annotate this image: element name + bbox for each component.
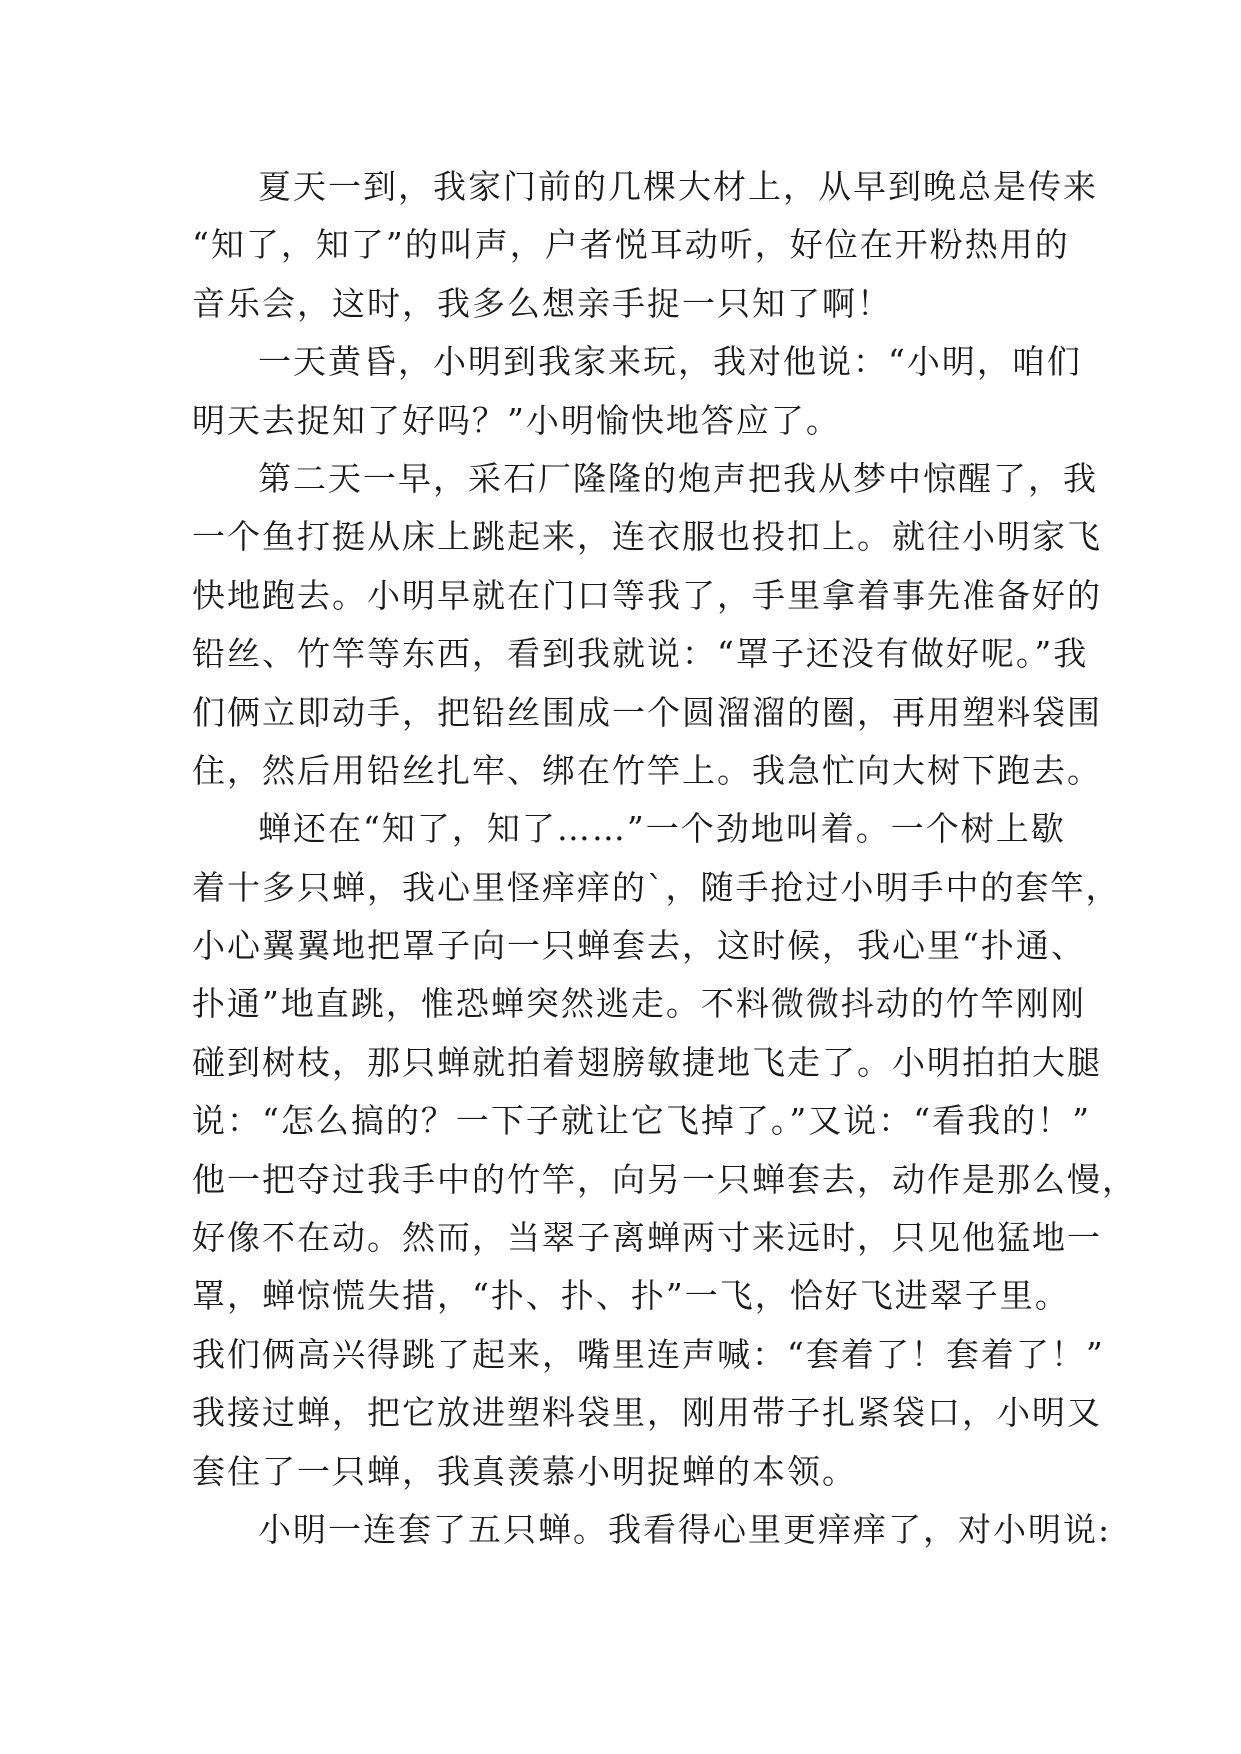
text-line: 套住了一只蝉，我真羡慕小明捉蝉的本领。 — [192, 1451, 857, 1491]
text-line: 住，然后用铅丝扎牢、绑在竹竿上。我急忙向大树下跑去。 — [192, 750, 1102, 790]
text-line: 快地跑去。小明早就在门口等我了，手里拿着事先准备好的 — [192, 575, 1102, 615]
text-line: 小心翼翼地把罩子向一只蝉套去，这时候，我心里“扑通、 — [192, 926, 1086, 966]
paragraph-first-line: 一天黄昏，小明到我家来玩，我对他说：“小明，咱们 — [258, 342, 1082, 382]
text-line: 他一把夺过我手中的竹竿，向另一只蝉套去，动作是那么慢， — [192, 1159, 1137, 1199]
text-line: 铅丝、竹竿等东西，看到我就说：“罩子还没有做好呢。”我 — [192, 634, 1089, 674]
paragraph-first-line: 第二天一早，采石厂隆隆的炮声把我从梦中惊醒了，我 — [258, 458, 1098, 498]
paragraph-first-line: 夏天一到，我家门前的几棵大材上，从早到晚总是传来 — [258, 167, 1098, 206]
text-line: 们俩立即动手，把铅丝围成一个圆溜溜的圈，再用塑料袋围 — [192, 692, 1102, 732]
paragraph-first-line: 小明一连套了五只蝉。我看得心里更痒痒了，对小明说: — [258, 1509, 1112, 1549]
paragraph-first-line: 蝉还在“知了，知了……”一个劲地叫着。一个树上歇 — [258, 809, 1066, 849]
text-line: 我接过蝉，把它放进塑料袋里，刚用带子扎紧袋口，小明又 — [192, 1393, 1102, 1433]
text-line: 碰到树枝，那只蝉就拍着翅膀敏捷地飞走了。小明拍拍大腿 — [192, 1042, 1102, 1082]
text-line: 好像不在动。然而，当翠子离蝉两寸来远时，只见他猛地一 — [192, 1218, 1102, 1258]
text-line: 着十多只蝉，我心里怪痒痒的`，随手抢过小明手中的套竿， — [192, 867, 1121, 907]
text-line: 一个鱼打挺从床上跳起来，连衣服也投扣上。就往小明家飞 — [192, 517, 1102, 557]
body-text — [192, 158, 1137, 1559]
text-line: 音乐会，这时，我多么想亲手捉一只知了啊！ — [192, 283, 892, 323]
text-line: 明天去捉知了好吗？”小明愉快地答应了。 — [192, 400, 841, 440]
text-line: 罩，蝉惊慌失措，“扑、扑、扑”一飞，恰好飞进翠子里。 — [192, 1276, 1070, 1316]
text-line: 说：“怎么搞的？一下子就让它飞掉了。”又说：“看我的！” — [192, 1101, 1091, 1141]
text-line: “知了，知了”的叫声，户者悦耳动听，好位在开粉热用的 — [192, 225, 1070, 265]
text-line: 扑通”地直跳，惟恐蝉突然逃走。不料微微抖动的竹竿刚刚 — [192, 984, 1086, 1024]
text-line: 我们俩高兴得跳了起来，嘴里连声喊：“套着了！套着了！” — [192, 1334, 1105, 1374]
